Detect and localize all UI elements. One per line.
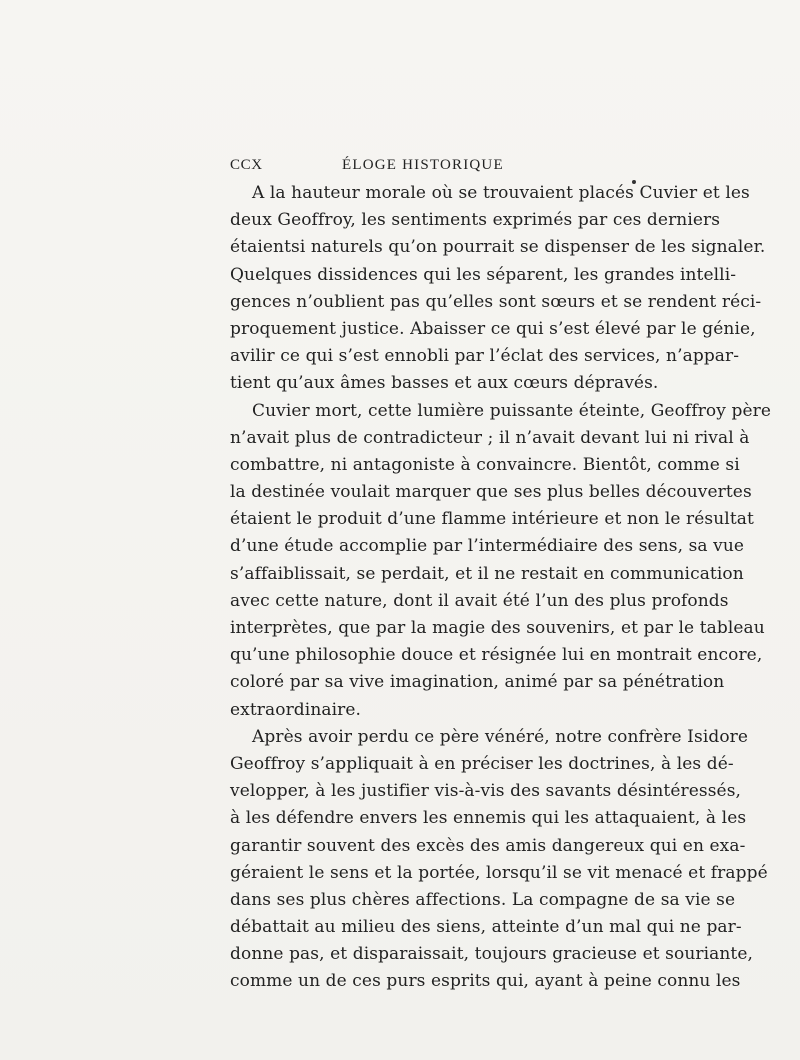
- text-line: tient qu’aux âmes basses et aux cœurs dépravés.: [230, 373, 659, 394]
- text-line: la destinée voulait marquer que ses plus belles découvertes: [230, 482, 752, 503]
- text-line: proquement justice. Abaisser ce qui s’est élevé par le génie,: [230, 318, 756, 339]
- text-line: géraient le sens et la portée, lorsqu’il se vit menacé et frappé: [230, 862, 768, 883]
- running-head: ÉLOGE HISTORIQUE: [342, 157, 504, 173]
- paragraph-2: [230, 398, 772, 724]
- paragraph-1: [230, 180, 766, 398]
- text-line: étaientsi naturels qu’on pourrait se dispenser de les signaler.: [230, 237, 766, 258]
- text-line: interprètes, que par la magie des souvenirs, et par le tableau: [230, 618, 765, 638]
- text-line: comme un de ces purs esprits qui, ayant à peine connu les: [230, 971, 741, 992]
- text-line: dans ses plus chères affections. La compagne de sa vie se: [230, 889, 736, 910]
- text-line: extraordinaire.: [230, 699, 362, 720]
- page-number: CCX: [230, 157, 263, 173]
- text-line: garantir souvent des excès des amis dangereux qui en exa-: [230, 835, 746, 856]
- text-line: Cuvier mort, cette lumière puissante éteinte, Geoffroy père: [252, 400, 772, 421]
- text-line: Après avoir perdu ce père vénéré, notre confrère Isidore: [252, 726, 749, 747]
- text-line: A la hauteur morale où se trouvaient placés Cuvier et les: [252, 183, 750, 203]
- page-header: [230, 157, 720, 177]
- text-line: d’une étude accomplie par l’intermédiaire des sens, sa vue: [230, 536, 745, 557]
- text-line: qu’une philosophie douce et résignée lui en montrait encore,: [230, 645, 763, 666]
- text-line: Geoffroy s’appliquait à en préciser les doctrines, à les dé-: [230, 753, 734, 774]
- text-line: deux Geoffroy, les sentiments exprimés par ces derniers: [230, 210, 721, 231]
- body-text: [230, 180, 772, 996]
- text-line: coloré par sa vive imagination, animé par sa pénétration: [230, 672, 725, 693]
- text-line: à les défendre envers les ennemis qui les attaquaient, à les: [230, 808, 747, 829]
- text-line: donne pas, et disparaissait, toujours gracieuse et souriante,: [230, 944, 754, 965]
- text-line: débattait au milieu des siens, atteinte d’un mal qui ne par-: [230, 917, 742, 938]
- paragraph-3: [230, 724, 768, 996]
- text-line: étaient le produit d’une flamme intérieure et non le résultat: [230, 509, 754, 530]
- text-line: velopper, à les justifier vis-à-vis des savants désintéressés,: [230, 781, 742, 802]
- text-line: avec cette nature, dont il avait été l’un des plus profonds: [230, 590, 729, 611]
- text-line: n’avait plus de contradicteur ; il n’avait devant lui ni rival à: [230, 427, 750, 448]
- text-line: avilir ce qui s’est ennobli par l’éclat des services, n’appar-: [230, 346, 740, 367]
- text-line: gences n’oublient pas qu’elles sont sœurs et se rendent réci-: [230, 291, 762, 312]
- text-line: s’affaiblissait, se perdait, et il ne restait en communication: [230, 563, 744, 584]
- text-line: combattre, ni antagoniste à convaincre. Bientôt, comme si: [230, 454, 740, 475]
- text-line: Quelques dissidences qui les séparent, les grandes intelli-: [230, 264, 737, 285]
